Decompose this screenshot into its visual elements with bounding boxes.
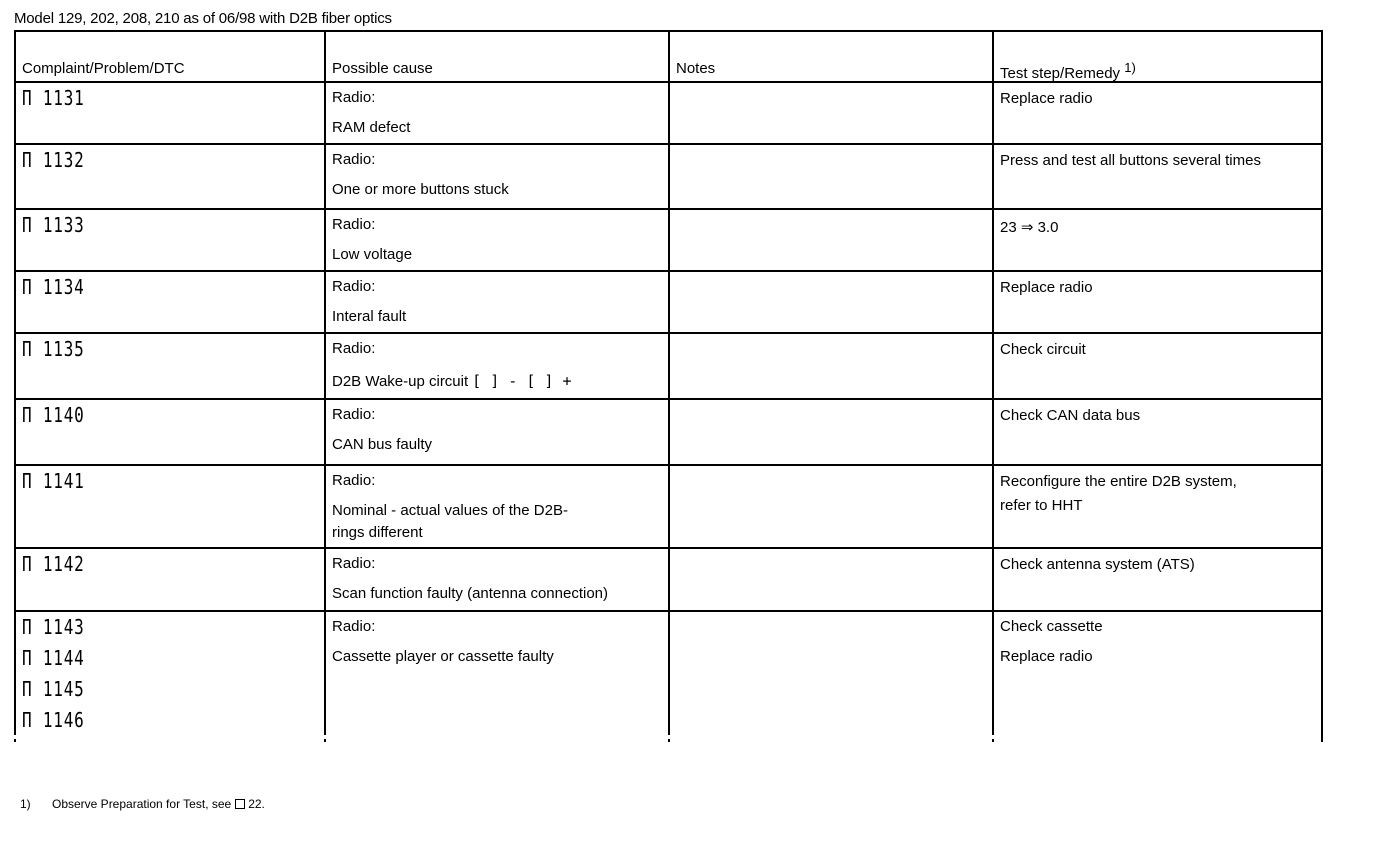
cause-cell xyxy=(326,145,670,208)
table-row xyxy=(16,83,1321,145)
cause-line: Radio: xyxy=(332,618,376,635)
cause-cell xyxy=(326,400,670,464)
remedy-cell xyxy=(994,334,1321,398)
header-complaint: Complaint/Problem/DTC xyxy=(16,32,326,81)
cause-line: Radio: xyxy=(332,89,376,106)
notes-cell xyxy=(670,210,994,270)
cause-cell xyxy=(326,210,670,270)
dtc-code: Π 1141 xyxy=(22,469,85,493)
remedy-line: Check antenna system (ATS) xyxy=(1000,556,1195,573)
cause-line: CAN bus faulty xyxy=(332,436,433,453)
table-row xyxy=(16,272,1321,334)
dtc-code: Π 1143 xyxy=(22,615,85,639)
remedy-cell xyxy=(994,210,1321,270)
remedy-line: Replace radio xyxy=(1000,90,1093,107)
header-notes: Notes xyxy=(670,32,994,81)
cause-cell xyxy=(326,83,670,143)
notes-cell xyxy=(670,83,994,143)
table-header xyxy=(16,32,1321,83)
cause-cell xyxy=(326,272,670,332)
table-row xyxy=(16,549,1321,612)
dtc-cell xyxy=(16,83,326,143)
remedy-cell xyxy=(994,466,1321,547)
dtc-code: Π 1144 xyxy=(22,646,85,670)
page-title: Model 129, 202, 208, 210 as of 06/98 with D2B fiber optics xyxy=(14,10,392,27)
remedy-line: Press and test all buttons several times xyxy=(1000,152,1261,169)
wake-up-plug-symbols: [ ] - [ ] + xyxy=(472,372,572,390)
cause-line: Interal fault xyxy=(332,308,407,325)
cause-line: Cassette player or cassette faulty xyxy=(332,648,554,665)
dtc-code: Π 1134 xyxy=(22,275,85,299)
remedy-cell xyxy=(994,612,1321,742)
dtc-cell xyxy=(16,145,326,208)
cause-line: RAM defect xyxy=(332,119,411,136)
cause-cell xyxy=(326,466,670,547)
dtc-code: Π 1145 xyxy=(22,677,85,701)
remedy-line: Check CAN data bus xyxy=(1000,407,1141,424)
notes-cell xyxy=(670,612,994,742)
cause-line: Radio: xyxy=(332,555,376,572)
remedy-line: refer to HHT xyxy=(1000,497,1083,514)
dtc-cell xyxy=(16,612,326,742)
notes-cell xyxy=(670,272,994,332)
notes-cell xyxy=(670,466,994,547)
remedy-line: Replace radio xyxy=(1000,279,1093,296)
dtc-code: Π 1132 xyxy=(22,148,85,172)
footnote-page: 22. xyxy=(248,797,265,811)
notes-cell xyxy=(670,549,994,610)
table-row xyxy=(16,612,1321,742)
footnote-mark: 1) xyxy=(20,797,31,811)
dtc-cell xyxy=(16,272,326,332)
remedy-cell xyxy=(994,83,1321,143)
header-remedy xyxy=(994,32,1321,81)
dtc-cell xyxy=(16,549,326,610)
remedy-line: Check cassette xyxy=(1000,618,1103,635)
cause-line: Radio: xyxy=(332,472,376,489)
dtc-cell xyxy=(16,466,326,547)
cause-line: Radio: xyxy=(332,216,376,233)
remedy-cell xyxy=(994,549,1321,610)
cause-cell xyxy=(326,612,670,742)
header-cause: Possible cause xyxy=(326,32,670,81)
page-cut-edge xyxy=(14,735,1321,739)
header-remedy-label: Test step/Remedy xyxy=(1000,65,1121,82)
cause-line: Scan function faulty (antenna connection) xyxy=(332,585,609,602)
table-row xyxy=(16,466,1321,549)
cause-line: Low voltage xyxy=(332,246,413,263)
notes-cell xyxy=(670,145,994,208)
dtc-cell xyxy=(16,400,326,464)
cause-line-with-plug xyxy=(332,364,662,399)
remedy-line: Replace radio xyxy=(1000,648,1093,665)
cause-line: Radio: xyxy=(332,406,376,423)
dtc-code: Π 1146 xyxy=(22,708,85,732)
dtc-cell xyxy=(16,334,326,398)
table-row xyxy=(16,145,1321,210)
remedy-cell xyxy=(994,272,1321,332)
cause-line: One or more buttons stuck xyxy=(332,181,509,198)
cause-line: Radio: xyxy=(332,340,376,357)
cause-cell xyxy=(326,549,670,610)
footnote-text: Observe Preparation for Test, see xyxy=(52,797,232,811)
table-row xyxy=(16,210,1321,272)
cause-line: Radio: xyxy=(332,278,376,295)
remedy-cell xyxy=(994,400,1321,464)
dtc-code: Π 1135 xyxy=(22,337,85,361)
notes-cell xyxy=(670,400,994,464)
dtc-code: Π 1131 xyxy=(22,86,85,110)
table-row xyxy=(16,334,1321,400)
cause-line: Radio: xyxy=(332,151,376,168)
notes-cell xyxy=(670,334,994,398)
diagnosis-table xyxy=(14,30,1323,742)
page-reference-icon xyxy=(235,799,245,809)
dtc-code: Π 1142 xyxy=(22,552,85,576)
table-row xyxy=(16,400,1321,466)
cause-line: D2B Wake-up circuit xyxy=(332,373,469,390)
remedy-cell xyxy=(994,145,1321,208)
dtc-code: Π 1133 xyxy=(22,213,85,237)
remedy-line: Reconfigure the entire D2B system, xyxy=(1000,473,1237,490)
header-remedy-footnote-mark: 1) xyxy=(1124,60,1136,75)
dtc-code: Π 1140 xyxy=(22,403,85,427)
footnote xyxy=(20,797,265,811)
cause-line: Nominal - actual values of the D2B- xyxy=(332,502,568,519)
remedy-line: 23 ⇒ 3.0 xyxy=(1000,219,1059,236)
cause-line: rings different xyxy=(332,524,423,541)
cause-cell xyxy=(326,334,670,398)
dtc-cell xyxy=(16,210,326,270)
remedy-line: Check circuit xyxy=(1000,341,1086,358)
